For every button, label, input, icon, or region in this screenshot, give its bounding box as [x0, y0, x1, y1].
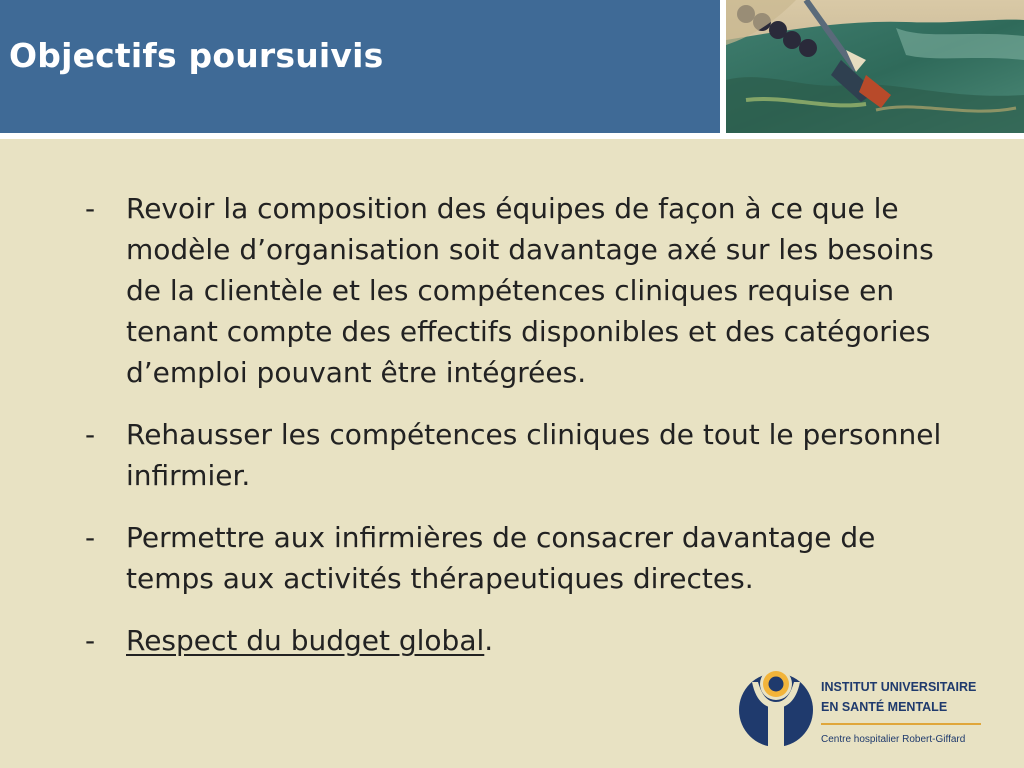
- bullet-marker: -: [85, 418, 96, 451]
- bullet-text: Revoir la composition des équipes de façon à ce que le modèle d’organisation soit davantage axé sur les besoins de la clientèle et les compétences cliniques requise en tenant compte des effectifs disponibles et des catégories d’emploi pouvant être intégrées.: [126, 192, 934, 389]
- list-item: [85, 620, 965, 661]
- title-bar: [0, 0, 720, 133]
- logo-text-line2: EN SANTÉ MENTALE: [821, 700, 948, 714]
- slide-title: Objectifs poursuivis: [9, 36, 384, 75]
- institution-logo: [738, 664, 1008, 754]
- list-item: [85, 414, 965, 496]
- logo-text-line1: INSTITUT UNIVERSITAIRE: [821, 680, 977, 694]
- objectives-list: [85, 188, 965, 682]
- bullet-text: Permettre aux infirmières de consacrer davantage de temps aux activités thérapeutiques directes.: [126, 521, 876, 595]
- bullet-marker: -: [85, 521, 96, 554]
- bullet-marker: -: [85, 624, 96, 657]
- bullet-text: Rehausser les compétences cliniques de tout le personnel infirmier.: [126, 418, 942, 492]
- logo-text-line3: Centre hospitalier Robert-Giffard: [821, 734, 966, 745]
- bullet-suffix: .: [484, 624, 494, 657]
- header-rule: [0, 133, 1024, 139]
- logo-mark-icon: [738, 664, 818, 748]
- list-item: [85, 188, 965, 393]
- logo-divider: [821, 723, 981, 725]
- bullet-marker: -: [85, 192, 96, 225]
- list-item: [85, 517, 965, 599]
- bullet-text-underlined: Respect du budget global: [126, 624, 485, 657]
- header-painting-image: [726, 0, 1024, 133]
